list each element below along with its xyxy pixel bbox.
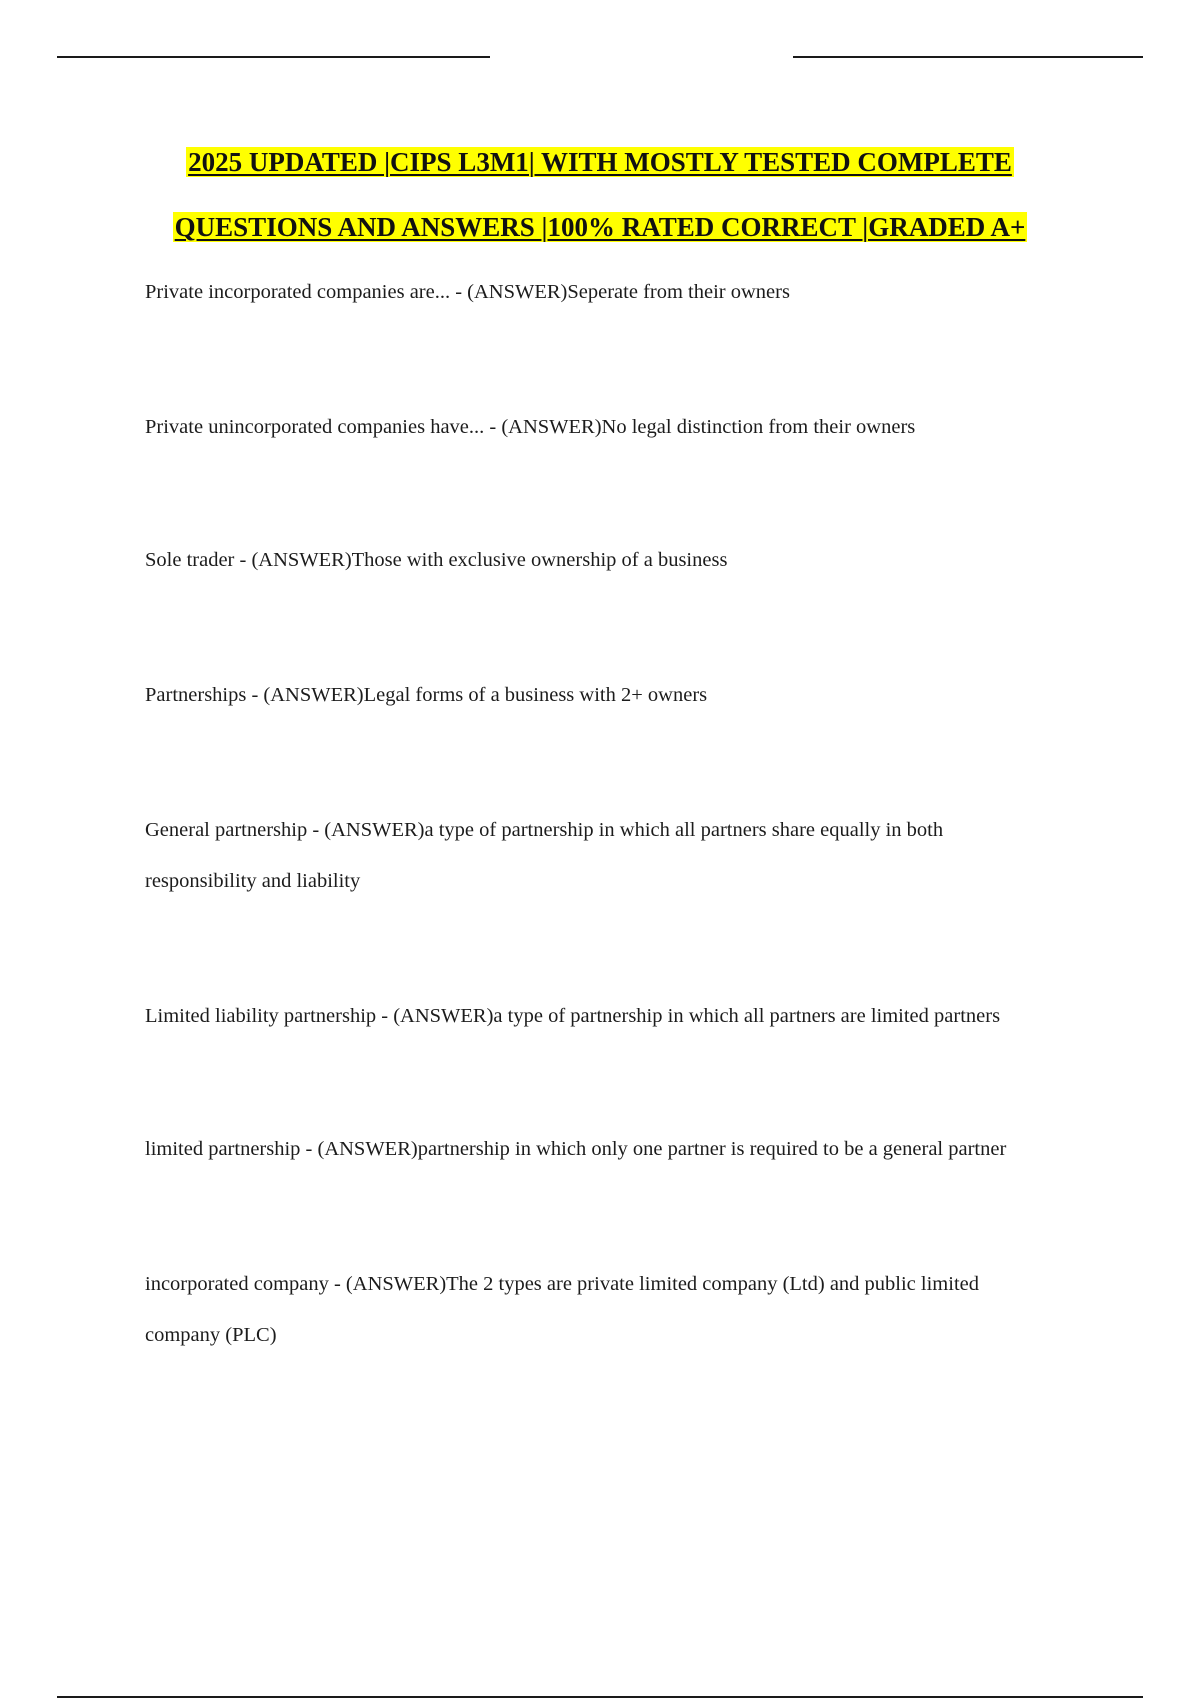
document-title-line-1 bbox=[0, 144, 1200, 180]
document-title-line-2 bbox=[0, 209, 1200, 245]
qa-line: responsibility and liability bbox=[145, 870, 361, 892]
qa-entry bbox=[145, 817, 1085, 907]
qa-line: Private incorporated companies are... - (ANSWER)Seperate from their owners bbox=[145, 281, 790, 303]
qa-entry bbox=[145, 1271, 1085, 1361]
qa-entry bbox=[145, 1136, 1085, 1175]
header-rule-right bbox=[793, 56, 1143, 58]
title-highlight-2: QUESTIONS AND ANSWERS |100% RATED CORRECT |GRADED A+ bbox=[174, 212, 1026, 242]
header-rule-left bbox=[57, 56, 490, 58]
title-highlight-1: 2025 UPDATED |CIPS L3M1| WITH MOSTLY TESTED COMPLETE bbox=[188, 147, 1012, 177]
footer-rule bbox=[57, 1696, 1143, 1698]
qa-line: General partnership - (ANSWER)a type of partnership in which all partners share equally in both bbox=[145, 819, 944, 841]
qa-entry bbox=[145, 682, 1085, 721]
qa-entry bbox=[145, 414, 1085, 453]
qa-entry bbox=[145, 279, 1085, 318]
qa-line: Partnerships - (ANSWER)Legal forms of a business with 2+ owners bbox=[145, 684, 708, 706]
qa-line: Private unincorporated companies have... - (ANSWER)No legal distinction from their owners bbox=[145, 416, 916, 438]
qa-line: incorporated company - (ANSWER)The 2 types are private limited company (Ltd) and public limited bbox=[145, 1273, 979, 1295]
qa-entry bbox=[145, 547, 1085, 586]
qa-entry bbox=[145, 1003, 1085, 1042]
qa-line: company (PLC) bbox=[145, 1324, 277, 1346]
qa-line: Sole trader - (ANSWER)Those with exclusive ownership of a business bbox=[145, 549, 728, 571]
qa-line: Limited liability partnership - (ANSWER)a type of partnership in which all partners are limited partners bbox=[145, 1005, 1001, 1027]
qa-line: limited partnership - (ANSWER)partnership in which only one partner is required to be a general partner bbox=[145, 1138, 1007, 1160]
